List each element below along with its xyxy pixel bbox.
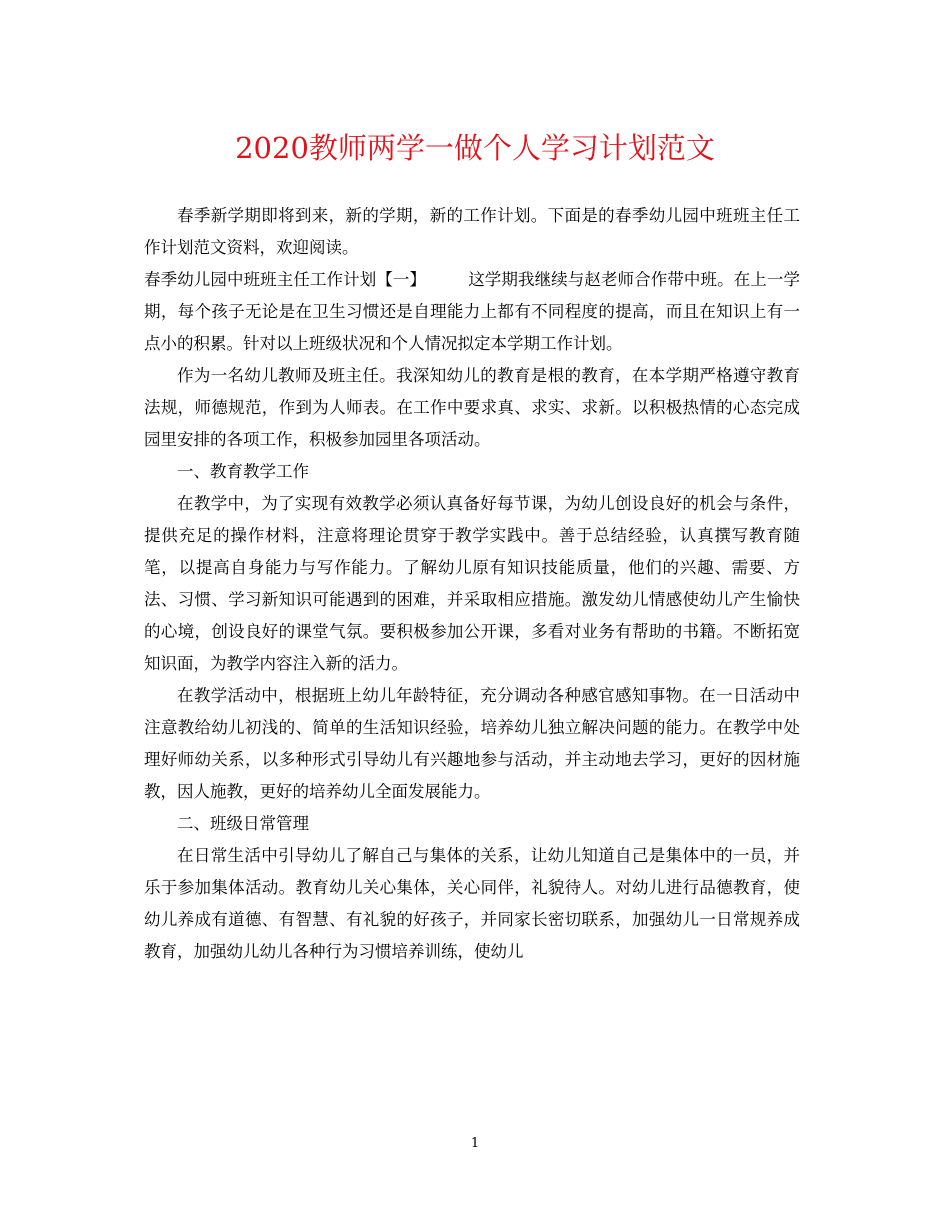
page-number: 1	[470, 1136, 480, 1151]
body-paragraph: 在日常生活中引导幼儿了解自己与集体的关系，让幼儿知道自己是集体中的一员，并乐于参加集体活动。教育幼儿关心集体，关心同伴，礼貌待人。对幼儿进行品德教育，使幼儿养成有道德、有智慧、有礼貌的好孩子，并同家长密切联系，加强幼儿一日常规养成教育，加强幼儿幼儿各种行为习惯培养训练，使幼儿	[144, 846, 800, 961]
document-body	[144, 200, 800, 968]
section-heading: 一、教育教学工作	[177, 462, 309, 481]
body-paragraph: 在教学中，为了实现有效教学必须认真备好每节课，为幼儿创设良好的机会与条件，提供充足的操作材料，注意将理论贯穿于教学实践中。善于总结经验，认真撰写教育随笔，以提高自身能力与写作能力。了解幼儿原有知识技能质量，他们的兴趣、需要、方法、习惯、学习新知识可能遇到的困难，并采取相应措施。激发幼儿情感使幼儿产生愉快的心境，创设良好的课堂气氛。要积极参加公开课，多看对业务有帮助的书籍。不断拓宽知识面，为教学内容注入新的活力。	[144, 494, 800, 673]
section-heading: 二、班级日常管理	[177, 814, 309, 833]
document-title: 2020教师两学一做个人学习计划范文	[235, 131, 715, 165]
body-paragraph: 在教学活动中，根据班上幼儿年龄特征，充分调动各种感官感知事物。在一日活动中注意教给幼儿初浅的、简单的生活知识经验，培养幼儿独立解决问题的能力。在教学中处理好师幼关系，以多种形式引导幼儿有兴趣地参与活动，并主动地去学习，更好的因材施教，因人施教，更好的培养幼儿全面发展能力。	[144, 686, 800, 801]
plan-text: 这学期我继续与赵老师合作带中班。在上一学期，每个孩子无论是在卫生习惯还是自理能力上都有不同程度的提高，而且在知识上有一点小的积累。针对以上班级状况和个人情况拟定本学期工作计划。	[144, 270, 801, 353]
body-paragraph: 作为一名幼儿教师及班主任。我深知幼儿的教育是根的教育，在本学期严格遵守教育法规，师德规范，作到为人师表。在工作中要求真、求实、求新。以积极热情的心态完成园里安排的各项工作，积极参加园里各项活动。	[144, 366, 800, 449]
plan-paragraph	[144, 264, 800, 360]
plan-heading: 春季幼儿园中班班主任工作计划【一】	[144, 270, 427, 289]
intro-paragraph: 春季新学期即将到来，新的学期，新的工作计划。下面是的春季幼儿园中班班主任工作计划范文资料，欢迎阅读。	[144, 206, 800, 257]
